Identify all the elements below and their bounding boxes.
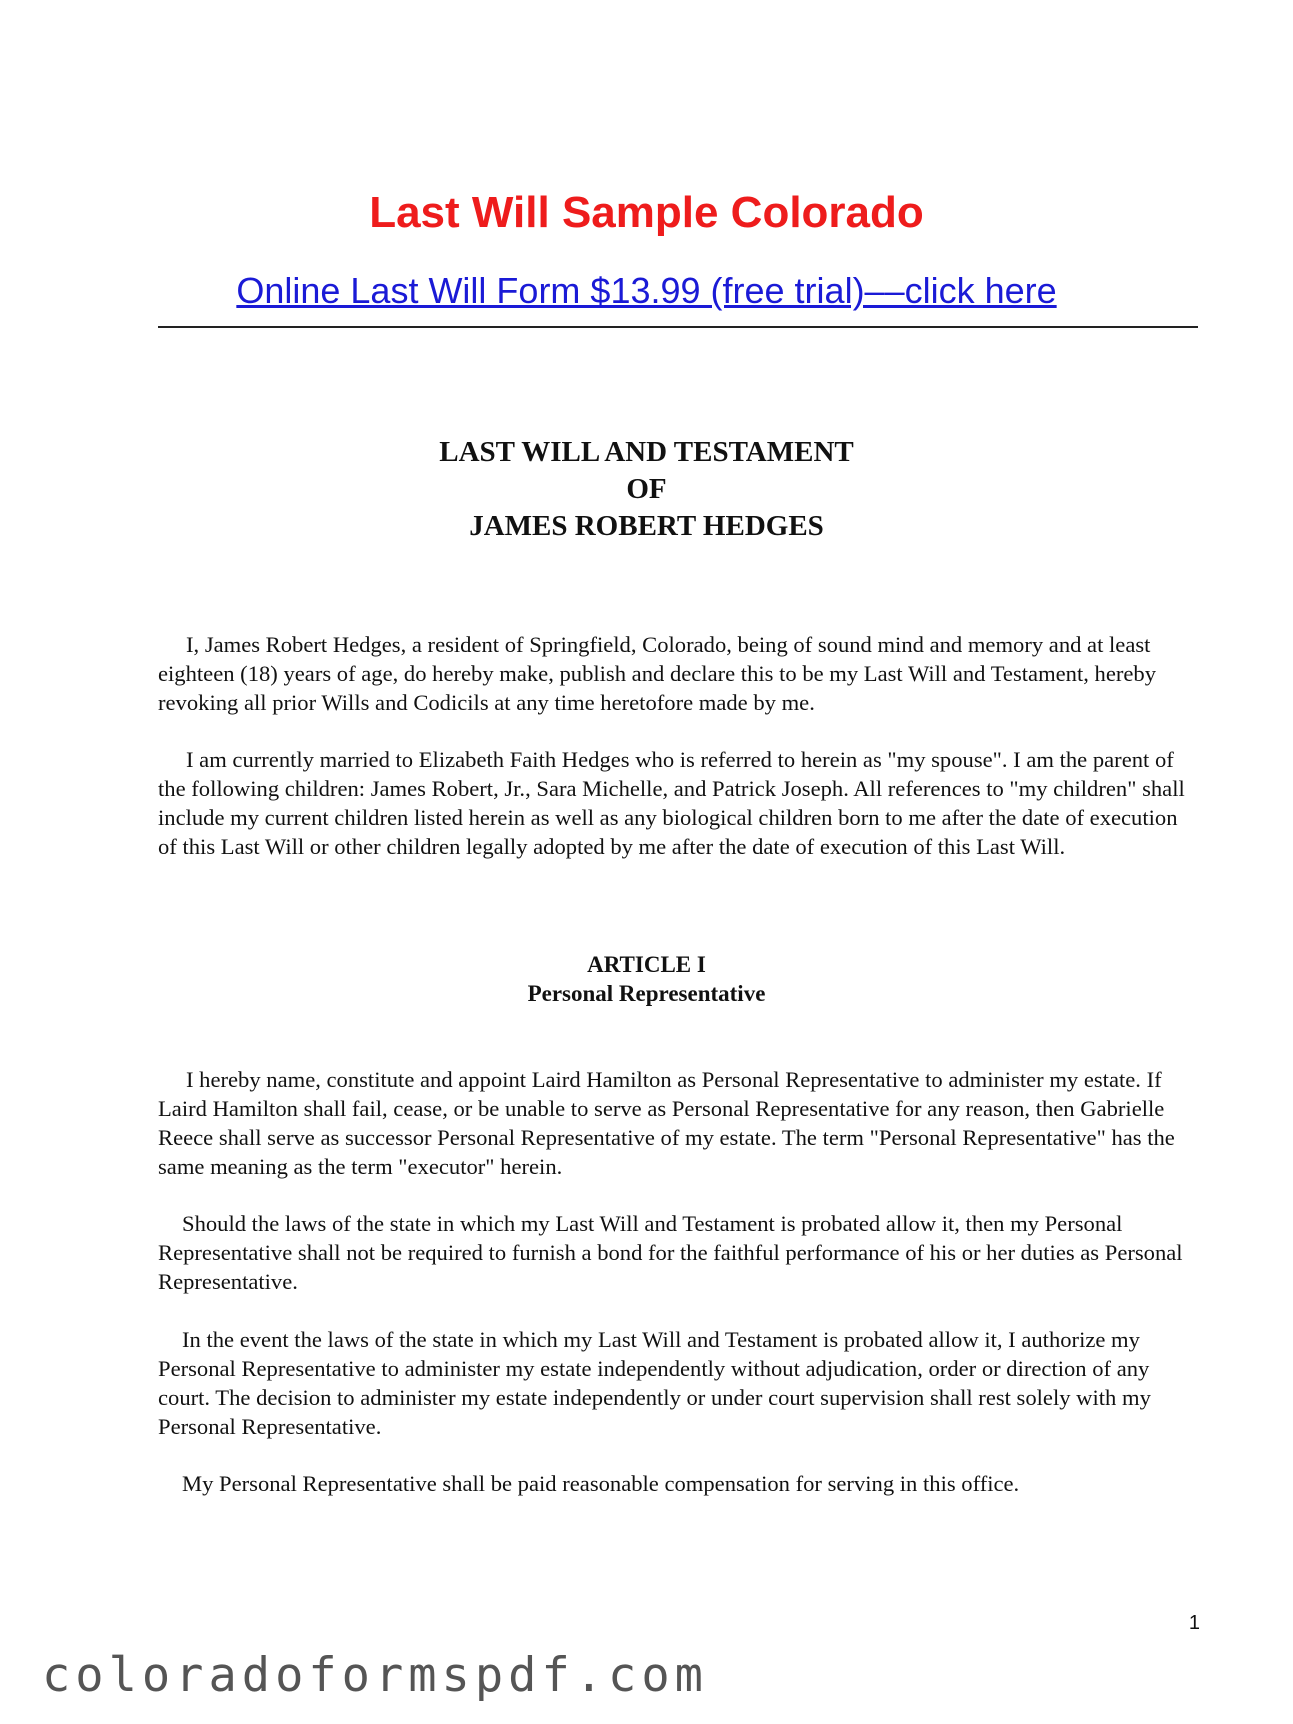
banner-title: Last Will Sample Colorado (369, 188, 924, 237)
page-number: 1 (1188, 1612, 1200, 1634)
online-form-link[interactable]: Online Last Will Form $13.99 (free trial)––click here (236, 270, 1057, 311)
article-heading (0, 950, 1293, 1008)
article1-paragraph-3: In the event the laws of the state in which my Last Will and Testament is probated allow it, I authorize my Personal Representative to administer my estate independently without adjudication, order or direction of any court. The decision to administer my estate independently or under court supervision shall rest solely with my Personal Representative. (158, 1327, 1151, 1439)
intro-paragraph-2: I am currently married to Elizabeth Faith Hedges who is referred to herein as "my spouse". I am the parent of the following children: James Robert, Jr., Sara Michelle, and Patrick Joseph. All references to "my children" shall include my current children listed herein as well as any biological children born to me after the date of execution of this Last Will or other children legally adopted by me after the date of execution of this Last Will. (158, 747, 1185, 859)
article1-paragraph-4: My Personal Representative shall be paid reasonable compensation for serving in this office. (182, 1471, 1020, 1496)
site-watermark: coloradoformspdf.com (42, 1648, 708, 1703)
article-number: ARTICLE I (587, 952, 706, 977)
article1-paragraph-2: Should the laws of the state in which my Last Will and Testament is probated allow it, then my Personal Representative shall not be required to furnish a bond for the faithful performance of his or her duties as Personal Representative. (158, 1211, 1183, 1294)
will-heading-line2: OF (626, 473, 667, 505)
will-heading-line1: LAST WILL AND TESTAMENT (439, 436, 854, 468)
will-heading-line3: JAMES ROBERT HEDGES (469, 510, 824, 542)
will-heading (0, 434, 1293, 545)
article-title: Personal Representative (527, 981, 766, 1006)
horizontal-rule (158, 326, 1198, 328)
intro-paragraph-1: I, James Robert Hedges, a resident of Springfield, Colorado, being of sound mind and memory and at least eighteen (18) years of age, do hereby make, publish and declare this to be my Last Will and Testament, hereby revoking all prior Wills and Codicils at any time heretofore made by me. (158, 632, 1157, 715)
article1-paragraph-1: I hereby name, constitute and appoint Laird Hamilton as Personal Representative to administer my estate. If Laird Hamilton shall fail, cease, or be unable to serve as Personal Representative for any reason, then Gabrielle Reece shall serve as successor Personal Representative of my estate. The term "Personal Representative" has the same meaning as the term "executor" herein. (158, 1067, 1175, 1179)
